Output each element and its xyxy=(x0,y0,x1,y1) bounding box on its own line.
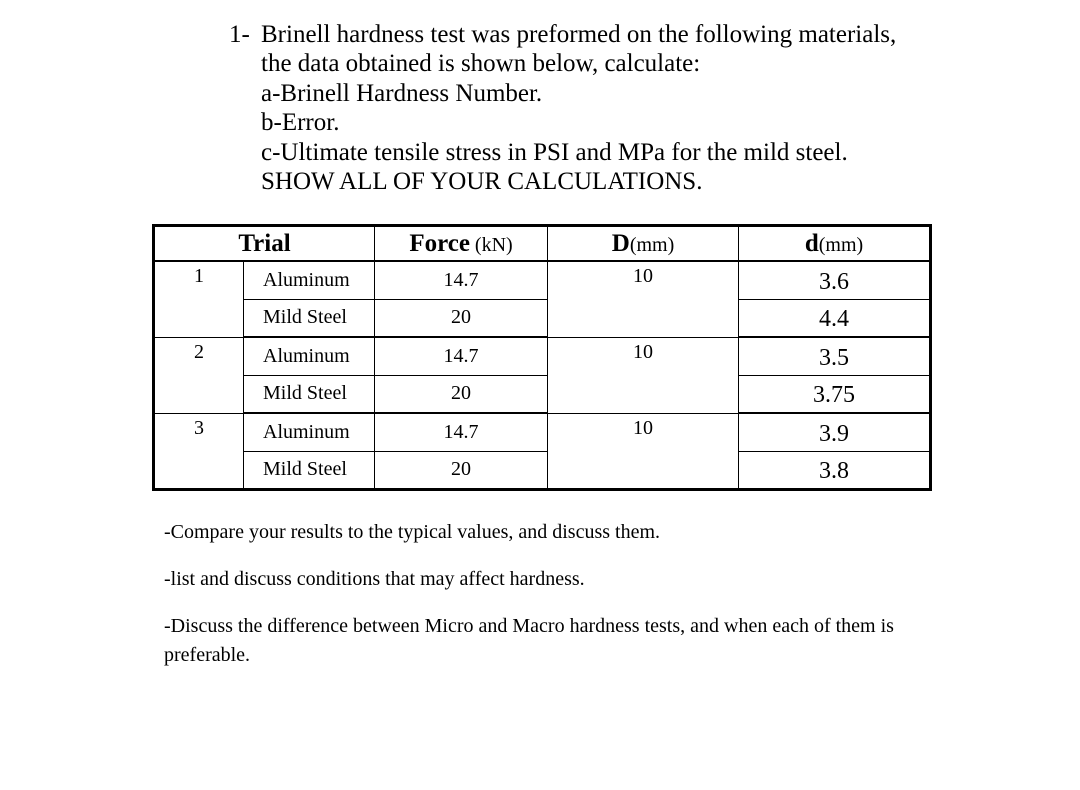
question-block xyxy=(229,20,989,196)
question-number: 1- xyxy=(229,21,250,48)
table-row xyxy=(154,451,931,490)
material-cell: Mild Steel xyxy=(244,375,375,413)
header-ball-diameter: D(mm) xyxy=(548,226,739,262)
note-hardness-conditions: -list and discuss conditions that may affect hardness. xyxy=(164,568,585,590)
indentation-cell: 4.4 xyxy=(739,299,931,337)
force-cell: 14.7 xyxy=(375,261,548,299)
material-cell: Mild Steel xyxy=(244,299,375,337)
force-cell: 20 xyxy=(375,451,548,490)
table-row xyxy=(154,375,931,413)
question-line: b-Error. xyxy=(261,109,340,137)
force-cell: 14.7 xyxy=(375,413,548,451)
table-row xyxy=(154,299,931,337)
header-force: Force (kN) xyxy=(375,226,548,262)
indentation-cell: 3.5 xyxy=(739,337,931,375)
header-trial: Trial xyxy=(154,226,375,262)
trial-number: 1 xyxy=(154,261,244,337)
question-line: the data obtained is shown below, calculate: xyxy=(261,50,701,78)
ball-diameter-cell: 10 xyxy=(548,413,739,490)
question-line: Brinell hardness test was preformed on the following materials, xyxy=(261,21,897,48)
table-row xyxy=(154,413,931,451)
material-cell: Aluminum xyxy=(244,337,375,375)
indentation-cell: 3.6 xyxy=(739,261,931,299)
question-line: c-Ultimate tensile stress in PSI and MPa for the mild steel. xyxy=(261,138,848,166)
hardness-data-table xyxy=(152,224,932,491)
force-cell: 14.7 xyxy=(375,337,548,375)
question-line: SHOW ALL OF YOUR CALCULATIONS. xyxy=(261,168,703,196)
ball-diameter-cell: 10 xyxy=(548,261,739,337)
material-cell: Mild Steel xyxy=(244,451,375,490)
force-cell: 20 xyxy=(375,299,548,337)
note-compare-results: -Compare your results to the typical values, and discuss them. xyxy=(164,521,661,543)
trial-number: 2 xyxy=(154,337,244,413)
force-cell: 20 xyxy=(375,375,548,413)
material-cell: Aluminum xyxy=(244,261,375,299)
indentation-cell: 3.9 xyxy=(739,413,931,451)
table-row xyxy=(154,337,931,375)
material-cell: Aluminum xyxy=(244,413,375,451)
trial-number: 3 xyxy=(154,413,244,490)
question-line: a-Brinell Hardness Number. xyxy=(261,79,543,107)
ball-diameter-cell: 10 xyxy=(548,337,739,413)
table-row xyxy=(154,261,931,299)
discussion-notes xyxy=(164,518,924,688)
header-indentation-diameter: d(mm) xyxy=(739,226,931,262)
question-text xyxy=(261,20,989,196)
note-micro-macro: -Discuss the difference between Micro and Macro hardness tests, and when each of them is preferable. xyxy=(164,615,894,666)
indentation-cell: 3.8 xyxy=(739,451,931,490)
indentation-cell: 3.75 xyxy=(739,375,931,413)
table-header-row xyxy=(154,226,931,262)
